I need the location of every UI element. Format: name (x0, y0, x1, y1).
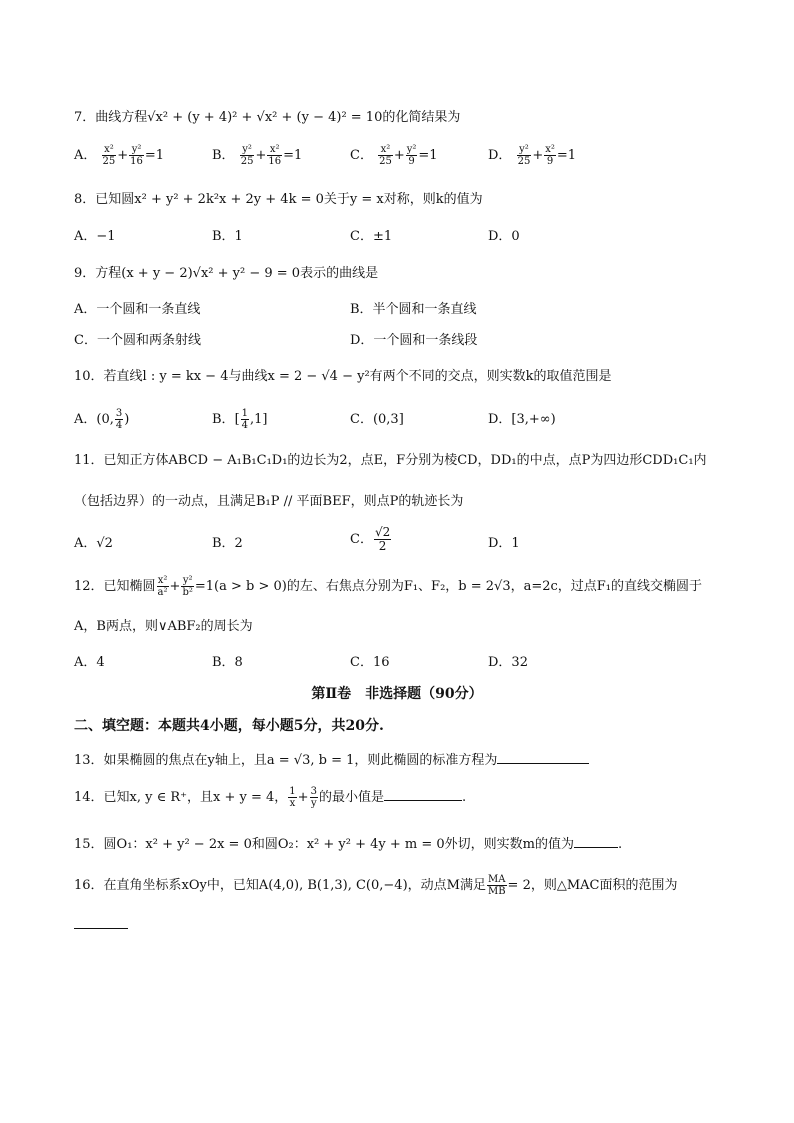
fraction (157, 575, 169, 598)
equals-one: =1 (144, 148, 165, 163)
option-label: B． (212, 412, 235, 427)
question-7-options (74, 144, 734, 180)
stem-prefix: 12．已知椭圆 (74, 579, 156, 594)
q7-option-b[interactable]: B． $\frac{\text{y²}}{25}$ + $\frac{\text{x²}}{16}$ =1 (212, 144, 303, 167)
q11-option-c[interactable] (350, 526, 392, 553)
part-2-title: 第Ⅱ卷 非选择题（90分） (311, 686, 483, 702)
fraction (487, 874, 507, 897)
denominator: 4 (241, 420, 249, 431)
denominator: a² (157, 587, 168, 598)
numerator: x² (267, 144, 282, 156)
fraction (181, 575, 193, 598)
numerator: x² (157, 575, 168, 586)
q12-option-c[interactable]: C．16 (350, 655, 390, 670)
q12-option-d[interactable]: D．32 (488, 655, 528, 670)
denominator: 16 (130, 156, 143, 167)
q7-option-c[interactable]: C． $\frac{\text{x²}}{25}$ + $\frac{\text{y²}}{9}$ =1 (350, 144, 438, 167)
fraction (129, 144, 144, 167)
equals-one: =1 (556, 148, 577, 163)
fraction (241, 408, 249, 431)
fraction (102, 144, 117, 167)
question-12-stem-line1: 12．已知椭圆 $\frac{\text{x²}}{\text{a²}}$ + $\frac{\text{y²}}{\text{b²}}$ =1(a > b > 0)的左、右焦点分别为F₁、F₂，b = 2√3，a=2c，过点F₁的直线交椭圆于 (74, 575, 703, 598)
denominator: b² (182, 587, 193, 598)
numerator: 3 (115, 408, 123, 419)
q12-option-b[interactable]: B．8 (212, 655, 243, 670)
denominator: 2 (378, 539, 387, 553)
question-12-options (74, 653, 734, 673)
question-16-answer-line (74, 916, 720, 936)
numerator: MA (488, 874, 506, 885)
option-label: D． (488, 148, 512, 163)
denominator: x (289, 798, 296, 809)
q7-option-d[interactable]: D． $\frac{\text{y²}}{25}$ + $\frac{\text{x²}}{9}$ =1 (488, 144, 577, 167)
fraction (267, 144, 282, 167)
denominator: 25 (379, 156, 392, 167)
q11-option-d[interactable]: D．1 (488, 536, 520, 551)
q8-option-a[interactable]: A．−1 (74, 229, 116, 244)
q10-option-c[interactable]: C．(0,3] (350, 412, 404, 427)
question-11-options (74, 526, 734, 562)
q11-option-a[interactable]: A．√2 (74, 536, 113, 551)
section-2-heading: 二、填空题：本题共4小题，每小题5分，共20分. (74, 718, 384, 734)
option-label: A． (74, 412, 97, 427)
question-8-stem: 8．已知圆x² + y² + 2k²x + 2y + 4k = 0关于y = x对称，则k的值为 (74, 192, 483, 207)
answer-blank[interactable] (574, 835, 618, 848)
numerator: 3 (310, 786, 317, 797)
question-16-suffix: = 2，则△MAC面积的范围为 (507, 878, 678, 893)
question-8-options (74, 227, 734, 247)
q11-option-b[interactable]: B．2 (212, 536, 243, 551)
q12-option-a[interactable]: A．4 (74, 655, 105, 670)
numerator: x² (378, 144, 393, 156)
interval-open: (0, (96, 412, 114, 427)
option-label: A． (74, 148, 97, 163)
q10-option-b[interactable] (212, 408, 268, 431)
period: . (461, 790, 467, 805)
numerator: x² (545, 144, 555, 155)
question-13-text: 13．如果椭圆的焦点在y轴上，且a = √3, b = 1，则此椭圆的标准方程为 (74, 753, 498, 768)
q8-option-d[interactable]: D．0 (488, 229, 520, 244)
denominator: 25 (102, 156, 116, 167)
denominator: 25 (240, 156, 254, 167)
period: . (618, 837, 623, 852)
numerator: y² (517, 144, 532, 156)
question-13 (74, 751, 720, 771)
question-9-options-row1 (74, 300, 734, 320)
stem-suffix: =1(a > b > 0)的左、右焦点分别为F₁、F₂，b = 2√3，a=2c，过点F₁的直线交椭圆于 (194, 579, 703, 594)
numerator: y² (129, 144, 144, 156)
option-label: B． (212, 148, 235, 163)
q8-option-c[interactable]: C．±1 (350, 229, 393, 244)
q9-option-d[interactable]: D．一个圆和一条线段 (350, 333, 478, 348)
question-15-text: 15．圆O₁：x² + y² − 2x = 0和圆O₂：x² + y² + 4y + m = 0外切，则实数m的值为 (74, 837, 574, 852)
option-label: C． (350, 532, 373, 547)
question-16-prefix: 16．在直角坐标系xOy中，已知A(4,0), B(1,3), C(0,−4)，动点M满足 (74, 878, 486, 893)
question-9-stem: 9．方程(x + y − 2)√x² + y² − 9 = 0表示的曲线是 (74, 266, 379, 281)
fraction (374, 526, 391, 553)
q10-option-a[interactable] (74, 408, 129, 431)
fraction (378, 144, 393, 167)
question-10-stem: 10．若直线l : y = kx − 4与曲线x = 2 − √4 − y²有两个不同的交点，则实数k的取值范围是 (74, 369, 612, 384)
denominator: MB (487, 886, 506, 897)
denominator: 16 (268, 156, 282, 167)
question-11-stem-line1: 11．已知正方体ABCD − A₁B₁C₁D₁的边长为2，点E，F分别为棱CD，DD₁的中点，点P为四边形CDD₁C₁内 (74, 453, 707, 468)
q7-option-a[interactable]: A． $\frac{\text{x²}}{25}$ + $\frac{\text{y²}}{16}$ =1 (74, 144, 165, 167)
numerator: y² (240, 144, 255, 156)
numerator: x² (102, 144, 117, 156)
question-14 (74, 786, 720, 809)
equals-one: =1 (418, 148, 438, 163)
denominator: 9 (408, 156, 415, 167)
fraction (517, 144, 532, 167)
numerator: 1 (241, 408, 249, 419)
denominator: y (310, 798, 317, 809)
q9-option-c[interactable]: C．一个圆和两条射线 (74, 333, 201, 348)
question-15 (74, 835, 720, 855)
answer-blank[interactable] (74, 916, 128, 929)
equals-one: =1 (283, 148, 303, 163)
denominator: 25 (517, 156, 531, 167)
q9-option-b[interactable]: B．半个圆和一条直线 (350, 302, 477, 317)
question-14-suffix: 的最小值是 (318, 790, 384, 805)
numerator: y² (406, 144, 417, 155)
q8-option-b[interactable]: B．1 (212, 229, 243, 244)
fraction (406, 144, 418, 167)
question-16 (74, 874, 720, 897)
question-12-stem-line2: A，B两点，则∨ABF₂的周长为 (74, 619, 253, 634)
question-10-options (74, 402, 734, 438)
question-11-stem-line2: （包括边界）的一动点，且满足B₁P // 平面BEF，则点P的轨迹长为 (74, 494, 464, 509)
question-14-prefix: 14．已知x, y ∈ R⁺，且x + y = 4， (74, 790, 288, 805)
answer-blank[interactable] (497, 751, 589, 764)
fraction (288, 786, 296, 809)
question-9-options-row2 (74, 331, 734, 351)
numerator: 1 (289, 786, 296, 797)
interval-close: ,1] (250, 412, 268, 427)
fraction (240, 144, 255, 167)
q9-option-a[interactable]: A．一个圆和一条直线 (74, 302, 201, 317)
fraction (115, 408, 123, 431)
plus-sign: + (297, 790, 309, 805)
denominator: 4 (115, 420, 123, 431)
interval-close: ) (124, 412, 130, 427)
q10-option-d[interactable]: D．[3,+∞) (488, 412, 556, 427)
numerator: y² (182, 575, 193, 586)
fraction (310, 786, 318, 809)
answer-blank[interactable] (384, 788, 462, 801)
denominator: 9 (546, 156, 554, 167)
question-7-stem: 7．曲线方程√x² + (y + 4)² + √x² + (y − 4)² = 10的化简结果为 (74, 110, 461, 125)
interval-open: [ (234, 412, 240, 427)
option-label: C． (350, 148, 373, 163)
fraction (544, 144, 556, 167)
numerator: √2 (374, 525, 391, 539)
